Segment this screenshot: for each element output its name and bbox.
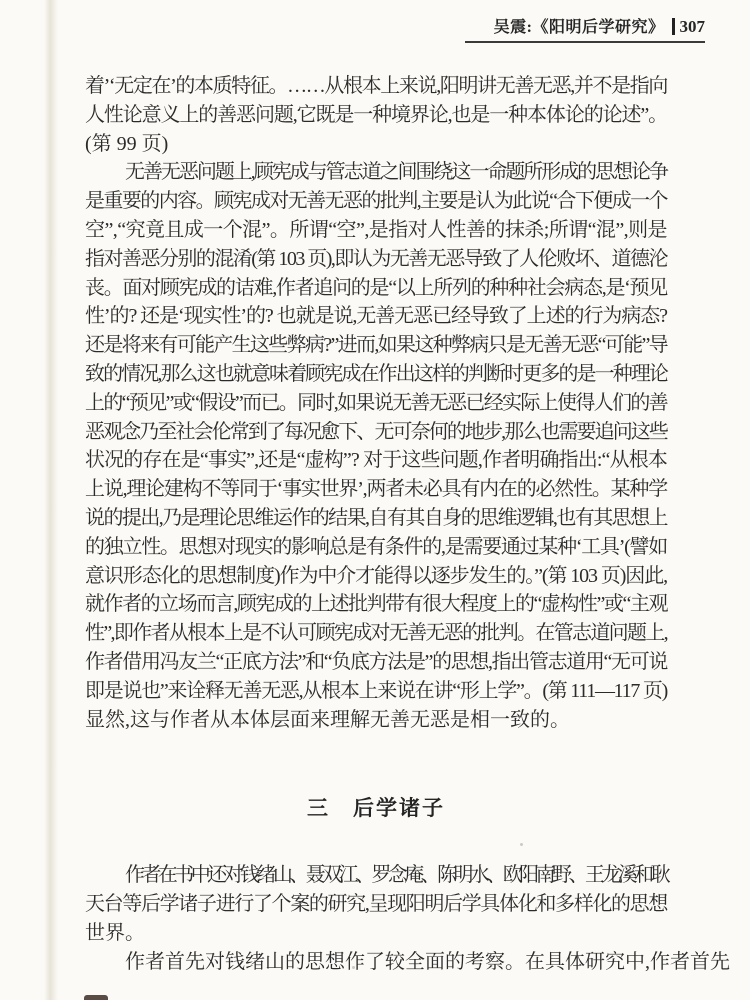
paragraph: [85, 948, 730, 977]
text-line: 性’的? 还是‘现实性’的? 也就是说,无善无恶已经导致了上述的行为病态?: [85, 305, 667, 328]
section-heading: 三 后学诸子: [307, 797, 445, 821]
paragraph: [85, 861, 667, 947]
text-line: 丧。面对顾宪成的诘难,作者追问的是“以上所列的种种社会病态,是‘预见: [85, 276, 667, 299]
text-line: 上说,理论建构不等同于‘事实世界’,两者未必具有内在的必然性。某种学: [85, 478, 667, 501]
text-line: 是重要的内容。顾宪成对无善无恶的批判,主要是认为此说“合下便成一个: [85, 190, 667, 213]
paragraph: [85, 72, 667, 158]
text-line: 着’‘无定在’的本质特征。……从根本上来说,阳明讲无善无恶,并不是指向: [85, 75, 667, 97]
header-divider-bar: [672, 18, 675, 35]
text-line: 即是说也”来诠释无善无恶,从根本上来说在讲“形上学”。(第 111—117 页): [85, 679, 667, 702]
scan-smudge: [84, 995, 108, 1000]
text-line: 人性论意义上的善恶问题,它既是一种境界论,也是一种本体论的论述”。: [85, 103, 667, 126]
text-line: 作者在书中还对钱绪山、聂双江、罗念庵、陈明水、欧阳南野、王龙溪和耿: [125, 864, 667, 887]
text-line: 空”,“究竟且成一个混”。所谓“空”,是指对人性善的抹杀;所谓“混”,则是: [85, 218, 667, 241]
running-title: 吴震:《阳明后学研究》: [493, 19, 665, 36]
text-line: 恶观念乃至社会伦常到了每况愈下、无可奈何的地步,那么也需要追问这些: [85, 420, 667, 443]
page-number: 307: [679, 17, 705, 36]
running-header: [465, 14, 705, 43]
text-line: 作者首先对钱绪山的思想作了较全面的考察。在具体研究中,作者首先: [125, 950, 730, 973]
text-line: 指对善恶分别的混淆(第 103 页),即认为无善无恶导致了人伦败坏、道德沦: [85, 247, 667, 270]
scan-speck: [352, 966, 355, 969]
text-line: 说的提出,乃是理论思维运作的结果,自有其自身的思维逻辑,也有其思想上: [85, 506, 667, 529]
page-gutter-shadow: [44, 0, 58, 1000]
text-line: 显然,这与作者从本体层面来理解无善无恶是相一致的。: [85, 708, 570, 731]
text-line: 天台等后学诸子进行了个案的研究,呈现阳明后学具体化和多样化的思想: [85, 893, 667, 916]
text-line: 致的情况,那么这也就意味着顾宪成在作出这样的判断时更多的是一种理论: [85, 362, 667, 385]
text-line: 还是将来有可能产生这些弊病?”进而,如果这种弊病只是无善无恶“可能”导: [85, 334, 667, 357]
text-line: 状况的存在是“事实”,还是“虚构”? 对于这些问题,作者明确指出:“从根本: [85, 449, 667, 472]
page-body: [85, 72, 730, 977]
text-line: 作者借用冯友兰“正底方法”和“负底方法是”的思想,指出管志道用“无可说: [85, 650, 667, 673]
text-line: 的独立性。思想对现实的影响总是有条件的,是需要通过某种‘工具’(譬如: [85, 535, 667, 558]
text-line: 就作者的立场而言,顾宪成的上述批判带有很大程度上的“虚构性”或“主观: [85, 593, 667, 616]
text-line: 性”,即作者从根本上是不认可顾宪成对无善无恶的批判。在管志道问题上,: [85, 622, 667, 645]
text-line: 世界。: [85, 921, 145, 944]
text-line: 上的“预见”或“假设”而已。同时,如果说无善无恶已经实际上使得人们的善: [85, 391, 667, 414]
text-line: 意识形态化的思想制度)作为中介才能得以逐步发生的。”(第 103 页)因此,: [85, 564, 667, 587]
scan-speck: [520, 843, 523, 846]
text-line: 无善无恶问题上,顾宪成与管志道之间围绕这一命题所形成的思想论争: [125, 161, 667, 184]
text-line: (第 99 页): [85, 132, 169, 155]
paragraph: [85, 158, 667, 734]
